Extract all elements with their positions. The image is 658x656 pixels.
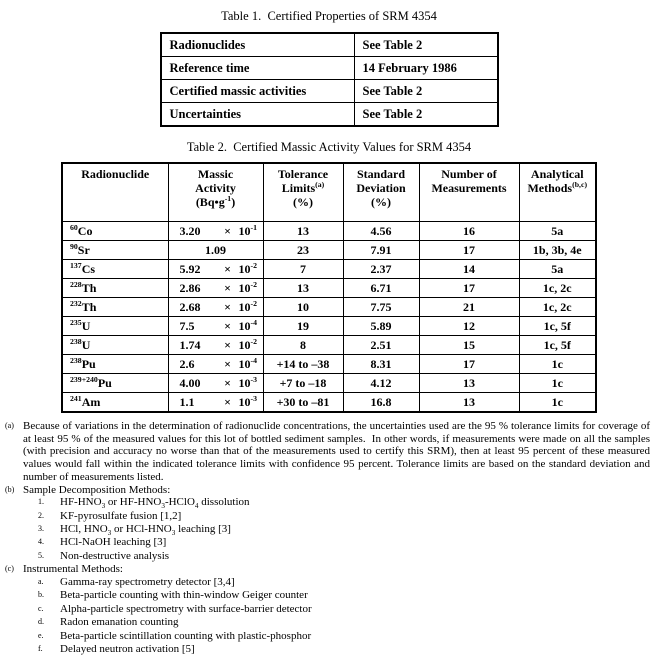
activity-exponent: -1 (250, 222, 257, 232)
activity-cell: 1.09 (168, 241, 263, 260)
activity-exponent: -4 (250, 317, 257, 327)
column-header: Number of Measurements (419, 163, 519, 222)
measurements-cell: 17 (419, 279, 519, 298)
superscript: 239+240 (70, 374, 98, 384)
item-text: HCl-NaOH leaching [3] (60, 536, 167, 549)
measurements-cell: 12 (419, 317, 519, 336)
column-header: Analytical Methods$^{(b,c)}$ (519, 163, 596, 222)
methods-cell: 1c (519, 393, 596, 413)
list-item (38, 496, 650, 511)
item-text: Gamma-ray spectrometry detector [3,4] (60, 575, 235, 588)
activity-value (171, 336, 261, 352)
table1-title: Table 1. Certified Properties of SRM 4354 (221, 9, 437, 23)
value-cell: See Table 2 (354, 33, 498, 57)
list-item (38, 589, 650, 602)
methods-cell: 1c, 5f (519, 317, 596, 336)
value-cell: See Table 2 (354, 103, 498, 127)
activity-mantissa: 2.86 (179, 280, 201, 295)
table2-title: Table 2. Certified Massic Activity Values for SRM 4354 (186, 140, 472, 154)
activity-cell (168, 355, 263, 374)
footnote-b-label: Sample Decomposition Methods: (23, 483, 171, 496)
stddev-cell: 5.89 (343, 317, 419, 336)
measurements-cell: 14 (419, 260, 519, 279)
superscript: 90 (70, 241, 78, 251)
footnote-a-text: Because of variations in the determination of radionuclide concentrations, the uncertainties used are the 95 % tolerance limits for coverage of at least 95 % of the measured values for this lot of bottled sediment samples. In other words, if measurements were made on all the samples (with precision and accuracy no worse than that of the measurements used to certify this SRM), then at least 95 percent of these measured values would fall within the indicated tolerance limits with confidence 95 percent. Tolerance limits are based on the standard deviation and number of measurements listed. (23, 420, 650, 483)
table2-header-row (62, 163, 596, 222)
instrumental-method-list (5, 576, 650, 656)
multiply-sign: × (224, 261, 231, 276)
item-marker: f. (38, 643, 43, 653)
measurements-cell: 17 (419, 355, 519, 374)
decomposition-method-list (5, 496, 650, 563)
superscript: 137 (70, 260, 82, 270)
activity-power: $10^{-2}$ (238, 298, 257, 314)
footnote-b (5, 484, 650, 497)
activity-value (171, 260, 261, 276)
methods-cell: 5a (519, 222, 596, 241)
list-item (38, 602, 650, 616)
nuclide-cell: $^{232}$Th (62, 298, 168, 317)
activity-value (171, 279, 261, 295)
activity-value (171, 355, 261, 371)
activity-power: $10^{-2}$ (238, 279, 257, 295)
item-marker: 5. (38, 550, 44, 560)
property-cell: Uncertainties (161, 103, 355, 127)
column-header: Radionuclide (62, 163, 168, 222)
methods-cell: 1c (519, 355, 596, 374)
activity-value (171, 374, 261, 390)
methods-cell: 1c, 2c (519, 298, 596, 317)
activity-cell (168, 336, 263, 355)
table2-row (62, 241, 596, 260)
measurements-cell: 16 (419, 222, 519, 241)
activity-value (171, 317, 261, 333)
superscript: -1 (224, 194, 232, 203)
subscript: 3 (107, 529, 112, 538)
stddev-cell: 7.91 (343, 241, 419, 260)
list-item (38, 509, 650, 523)
table1-row (161, 57, 498, 80)
measurements-cell: 15 (419, 336, 519, 355)
item-text: HCl, $HNO_3$ or HCl-$HNO_3$ leaching [3] (60, 523, 231, 538)
tolerance-cell: +14 to –38 (263, 355, 343, 374)
measurements-cell: 17 (419, 241, 519, 260)
activity-power: $10^{-4}$ (238, 317, 257, 333)
activity-value (171, 393, 261, 409)
nuclide-cell: $^{241}$Am (62, 393, 168, 413)
stddev-cell: 2.51 (343, 336, 419, 355)
table2-row (62, 355, 596, 374)
tolerance-cell: 23 (263, 241, 343, 260)
footnote-b-marker: (b) (5, 484, 15, 494)
activity-cell (168, 393, 263, 413)
activity-mantissa: 2.68 (179, 299, 201, 314)
subscript: 3 (161, 502, 165, 511)
tolerance-cell: 10 (263, 298, 343, 317)
stddev-cell: 2.37 (343, 260, 419, 279)
nuclide-cell: $^{60}$Co (62, 222, 168, 241)
nuclide-cell: $^{238}$U (62, 336, 168, 355)
methods-cell: 1c, 2c (519, 279, 596, 298)
activity-mantissa: 4.00 (179, 375, 201, 390)
multiply-sign: × (224, 375, 231, 390)
item-marker: b. (38, 590, 44, 600)
table1-body (161, 33, 498, 126)
superscript: 232 (70, 298, 82, 308)
item-text: Beta-particle scintillation counting with plastic-phosphor (60, 629, 312, 642)
list-item (38, 523, 650, 538)
list-item (38, 629, 650, 643)
activity-exponent: -2 (250, 279, 257, 289)
activity-power: $10^{-2}$ (238, 260, 257, 276)
multiply-sign: × (224, 337, 231, 352)
methods-cell: 5a (519, 260, 596, 279)
table2-row (62, 393, 596, 413)
stddev-cell: 4.12 (343, 374, 419, 393)
activity-power: $10^{-3}$ (238, 393, 257, 409)
item-marker: 4. (38, 537, 44, 547)
nuclide-cell: $^{90}$Sr (62, 241, 168, 260)
list-item (38, 642, 650, 656)
item-text: Delayed neutron activation [5] (60, 642, 195, 655)
footnote-c (5, 563, 650, 576)
column-header: Standard Deviation (%) (343, 163, 419, 222)
activity-power: $10^{-4}$ (238, 355, 257, 371)
activity-mantissa: 1.74 (179, 337, 201, 352)
column-header: Tolerance Limits$^{(a)}$ (%) (263, 163, 343, 222)
superscript: (a) (315, 180, 325, 189)
item-marker: c. (38, 603, 44, 613)
activity-power: $10^{-1}$ (238, 222, 257, 238)
stddev-cell: 8.31 (343, 355, 419, 374)
superscript: (b,c) (572, 180, 588, 189)
footnote-a (5, 420, 650, 484)
activity-cell (168, 374, 263, 393)
superscript: 235 (70, 317, 82, 327)
stddev-cell: 16.8 (343, 393, 419, 413)
nuclide-cell: $^{235}$U (62, 317, 168, 336)
table2-row (62, 260, 596, 279)
activity-power: $10^{-3}$ (238, 374, 257, 390)
tolerance-cell: 8 (263, 336, 343, 355)
measurements-cell: 13 (419, 374, 519, 393)
superscript: 60 (70, 222, 78, 232)
methods-cell: 1c (519, 374, 596, 393)
methods-cell: 1b, 3b, 4e (519, 241, 596, 260)
stddev-cell: 7.75 (343, 298, 419, 317)
list-item (38, 616, 650, 629)
table2-header (62, 163, 596, 222)
table2-row (62, 317, 596, 336)
table2-row (62, 336, 596, 355)
multiply-sign: × (224, 280, 231, 295)
table1-row (161, 80, 498, 103)
methods-cell: 1c, 5f (519, 336, 596, 355)
item-marker: a. (38, 576, 44, 586)
nuclide-cell: $^{137}$Cs (62, 260, 168, 279)
activity-exponent: -4 (250, 355, 257, 365)
activity-mantissa: 7.5 (179, 318, 195, 333)
subscript: 4 (194, 502, 199, 511)
subscript: 3 (101, 502, 106, 511)
item-text: Non-destructive analysis (60, 549, 170, 562)
stddev-cell: 6.71 (343, 279, 419, 298)
list-item (38, 575, 650, 589)
table2-body (62, 222, 596, 413)
activity-power: $10^{-2}$ (238, 336, 257, 352)
multiply-sign: × (224, 356, 231, 371)
multiply-sign: × (224, 299, 231, 314)
item-text: Beta-particle counting with thin-window Geiger counter (60, 589, 308, 602)
item-text: Alpha-particle spectrometry with surface-barrier detector (60, 602, 312, 615)
property-cell: Reference time (161, 57, 355, 80)
list-item (38, 549, 650, 563)
item-text: KF-pyrosulfate fusion [1,2] (60, 509, 182, 522)
activity-value (171, 298, 261, 314)
multiply-sign: × (224, 223, 231, 238)
footnote-c-marker: (c) (5, 564, 14, 574)
item-text: Radon emanation counting (60, 616, 179, 629)
activity-exponent: -2 (250, 336, 257, 346)
table1-row (161, 103, 498, 127)
stddev-cell: 4.56 (343, 222, 419, 241)
activity-exponent: -2 (250, 298, 257, 308)
activity-mantissa: 3.20 (179, 223, 201, 238)
superscript: 228 (70, 279, 82, 289)
activity-mantissa: 2.6 (179, 356, 195, 371)
activity-exponent: -2 (250, 260, 257, 270)
superscript: 238 (70, 336, 82, 346)
footnote-c-label: Instrumental Methods: (23, 563, 123, 576)
tolerance-cell: 19 (263, 317, 343, 336)
property-cell: Certified massic activities (161, 80, 355, 103)
activity-cell (168, 279, 263, 298)
subscript: 3 (171, 529, 176, 538)
multiply-sign: × (224, 318, 231, 333)
tolerance-cell: +7 to –18 (263, 374, 343, 393)
value-cell: See Table 2 (354, 80, 498, 103)
tolerance-cell: 13 (263, 222, 343, 241)
item-marker: 3. (38, 524, 44, 534)
activity-exponent: -3 (250, 374, 257, 384)
item-marker: 1. (38, 497, 44, 507)
table1 (160, 32, 499, 127)
activity-value (171, 222, 261, 238)
footnotes-section (5, 420, 650, 656)
tolerance-cell: 13 (263, 279, 343, 298)
table2-row (62, 298, 596, 317)
table2-row (62, 374, 596, 393)
activity-cell (168, 317, 263, 336)
nuclide-cell: $^{238}$Pu (62, 355, 168, 374)
activity-cell (168, 260, 263, 279)
item-text: $HF-HNO_3$ or $HF-HNO_3-HClO_4$ dissolution (60, 496, 250, 511)
activity-exponent: -3 (250, 393, 257, 403)
item-marker: e. (38, 630, 44, 640)
activity-cell (168, 298, 263, 317)
table1-row (161, 33, 498, 57)
measurements-cell: 21 (419, 298, 519, 317)
property-cell: Radionuclides (161, 33, 355, 57)
item-marker: 2. (38, 510, 44, 520)
activity-mantissa: 5.92 (179, 261, 201, 276)
table2-row (62, 222, 596, 241)
measurements-cell: 13 (419, 393, 519, 413)
activity-cell (168, 222, 263, 241)
tolerance-cell: +30 to –81 (263, 393, 343, 413)
value-cell: 14 February 1986 (354, 57, 498, 80)
multiply-sign: × (224, 394, 231, 409)
tolerance-cell: 7 (263, 260, 343, 279)
footnote-a-marker: (a) (5, 421, 14, 430)
superscript: 241 (70, 393, 82, 403)
table2 (61, 162, 597, 413)
item-marker: d. (38, 617, 44, 627)
nuclide-cell: $^{228}$Th (62, 279, 168, 298)
superscript: 238 (70, 355, 82, 365)
nuclide-cell: $^{239+240}$Pu (62, 374, 168, 393)
table2-row (62, 279, 596, 298)
column-header: Massic Activity $(Bq•g^{-1})$ (168, 163, 263, 222)
list-item (38, 536, 650, 549)
activity-mantissa: 1.1 (179, 394, 195, 409)
